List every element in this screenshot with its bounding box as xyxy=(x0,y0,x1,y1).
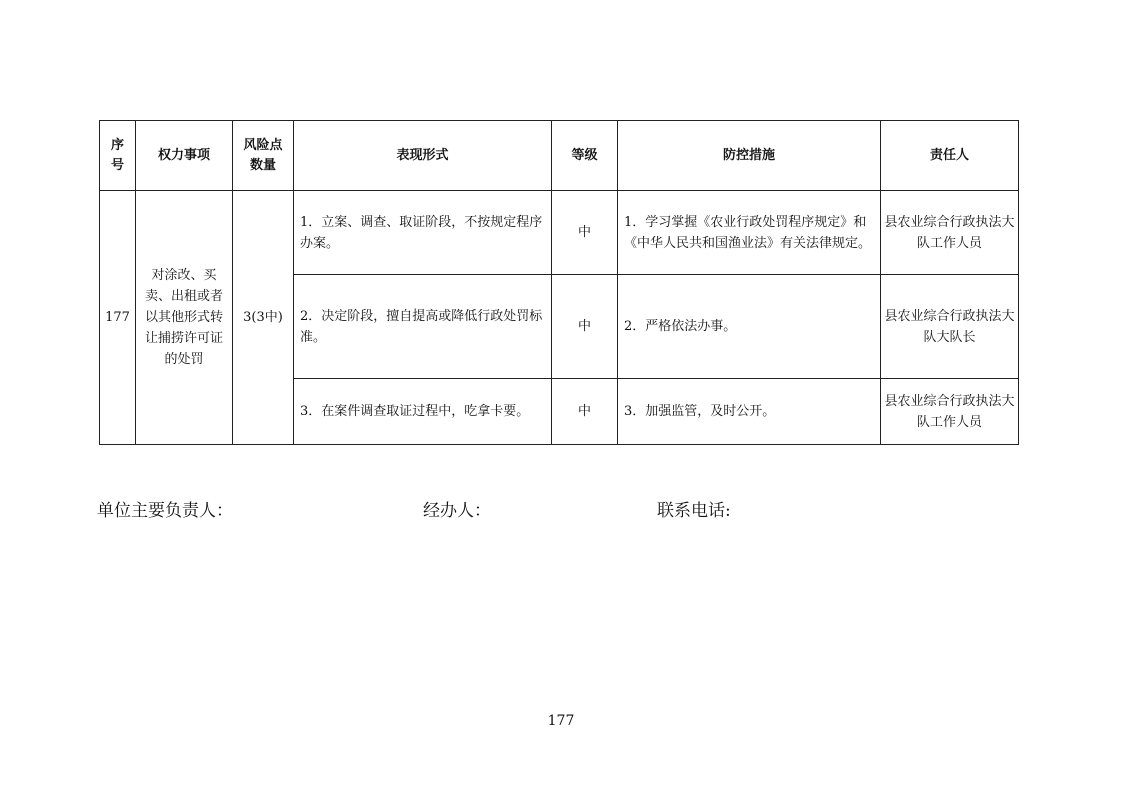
header-risk-count: 风险点 数量 xyxy=(233,121,294,191)
header-seq: 序 号 xyxy=(100,121,136,191)
header-measures: 防控措施 xyxy=(618,121,881,191)
cell-form: 2．决定阶段，擅自提高或降低行政处罚标准。 xyxy=(294,275,552,379)
cell-seq: 177 xyxy=(100,191,136,445)
header-level: 等级 xyxy=(552,121,618,191)
cell-measure: 2．严格依法办事。 xyxy=(618,275,881,379)
page-number: 177 xyxy=(547,713,575,729)
table-row xyxy=(100,191,1019,275)
cell-form: 1．立案、调查、取证阶段，不按规定程序办案。 xyxy=(294,191,552,275)
cell-responsible: 县农业综合行政执法大队工作人员 xyxy=(881,379,1019,445)
cell-level: 中 xyxy=(552,379,618,445)
risk-control-table xyxy=(99,120,1019,445)
header-form: 表现形式 xyxy=(294,121,552,191)
cell-risk-count: 3(3中) xyxy=(233,191,294,445)
cell-matter: 对涂改、买卖、出租或者以其他形式转让捕捞许可证的处罚 xyxy=(136,191,233,445)
header-matter: 权力事项 xyxy=(136,121,233,191)
cell-form: 3．在案件调查取证过程中，吃拿卡要。 xyxy=(294,379,552,445)
cell-measure: 1．学习掌握《农业行政处罚程序规定》和《中华人民共和国渔业法》有关法律规定。 xyxy=(618,191,881,275)
cell-level: 中 xyxy=(552,191,618,275)
cell-responsible: 县农业综合行政执法大队工作人员 xyxy=(881,191,1019,275)
phone-label: 联系电话: xyxy=(657,501,731,521)
unit-head-signature-label: 单位主要负责人： xyxy=(97,501,233,521)
cell-level: 中 xyxy=(552,275,618,379)
header-responsible: 责任人 xyxy=(881,121,1019,191)
handler-signature-label: 经办人： xyxy=(423,501,491,521)
cell-responsible: 县农业综合行政执法大队大队长 xyxy=(881,275,1019,379)
table-header-row xyxy=(100,121,1019,191)
cell-measure: 3．加强监管，及时公开。 xyxy=(618,379,881,445)
